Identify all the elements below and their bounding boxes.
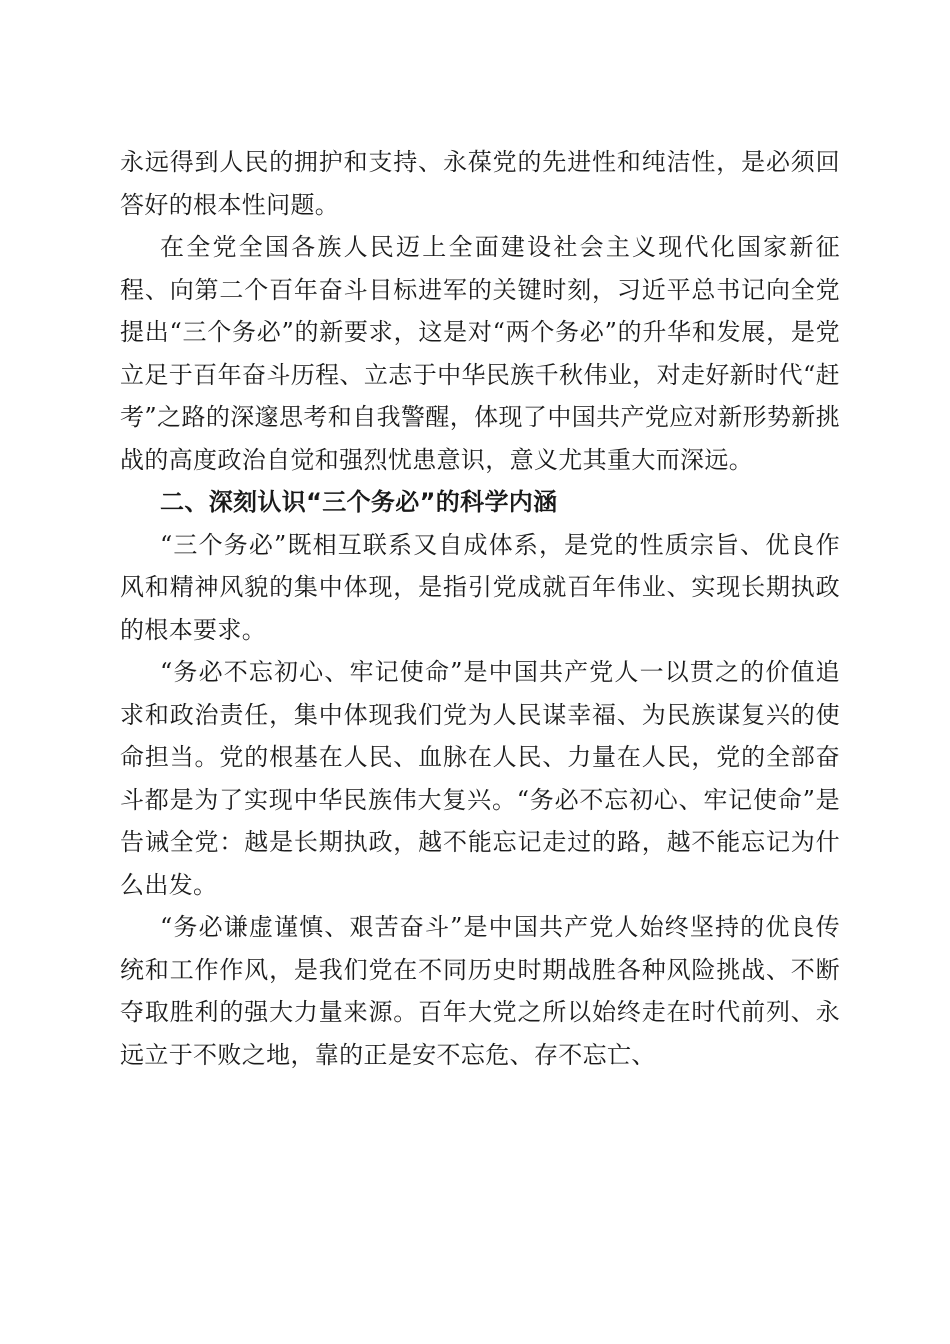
paragraph-new-journey: 在全党全国各族人民迈上全面建设社会主义现代化国家新征程、向第二个百年奋斗目标进军的关键时刻，习近平总书记向全党提出“三个务必”的新要求，这是对“两个务必”的升华和发展，是党立足于百年奋斗历程、立志于中华民族千秋伟业，对走好新时代“赶考”之路的深邃思考和自我警醒，体现了中国共产党应对新形势新挑战的高度政治自觉和强烈忧患意识，意义尤其重大而深远。 [120, 233, 840, 474]
document-body [120, 141, 840, 1076]
paragraph-three-musts-overview: “三个务必”既相互联系又自成体系，是党的性质宗旨、优良作风和精神风貌的集中体现，是指引党成就百年伟业、实现长期执政的根本要求。 [120, 530, 840, 644]
paragraph-original-aspiration: “务必不忘初心、牢记使命”是中国共产党人一以贯之的价值追求和政治责任，集中体现我们党为人民谋幸福、为民族谋复兴的使命担当。党的根基在人民、血脉在人民、力量在人民，党的全部奋斗都是为了实现中华民族伟大复兴。“务必不忘初心、牢记使命”是告诫全党：越是长期执政，越不能忘记走过的路，越不能忘记为什么出发。 [120, 658, 840, 899]
section-heading: 二、深刻认识“三个务必”的科学内涵 [160, 488, 558, 516]
paragraph-continuation: 永远得到人民的拥护和支持、永葆党的先进性和纯洁性，是必须回答好的根本性问题。 [120, 148, 840, 219]
paragraph-modesty-hard-work: “务必谦虚谨慎、艰苦奋斗”是中国共产党人始终坚持的优良传统和工作作风，是我们党在不同历史时期战胜各种风险挑战、不断夺取胜利的强大力量来源。百年大党之所以始终走在时代前列、永远立于不败之地，靠的正是安不忘危、存不忘亡、 [120, 913, 840, 1069]
